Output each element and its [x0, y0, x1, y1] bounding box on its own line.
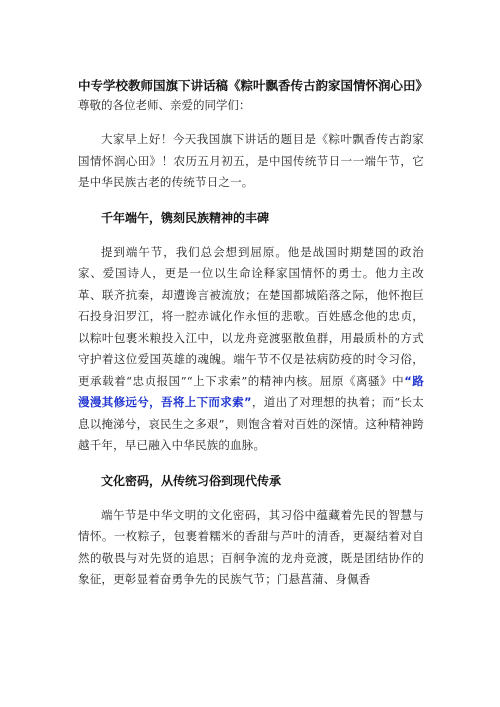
- section-2-paragraph: 端午节是中华文明的文化密码，其习俗中蕴藏着先民的智慧与情怀。一枚粽子，包裹着糯米的香甜与芦叶的清香，更凝结着对自然的敬畏与对先贤的追思；百舸争流的龙舟竞渡，既是团结协作的象征，更彰显着奋勇争先的民族气节；门悬菖蒲、身佩香: [78, 507, 424, 586]
- intro-paragraph: 大家早上好！今天我国旗下讲话的题目是《粽叶飘香传古韵家国情怀润心田》！农历五月初五，是中国传统节日一一端午节，它是中华民族古老的传统节日之一。: [78, 132, 424, 189]
- section-heading-1: 千年端午，镌刻民族精神的丰碑: [101, 210, 270, 225]
- document-body: [78, 76, 429, 591]
- section-heading-2: 文化密码，从传统习俗到现代传承: [101, 473, 282, 488]
- section-1-text-before-quote: 提到端午节，我们总会想到屈原。他是战国时期楚国的政治家、爱国诗人，更是一位以生命诠释家国情怀的勇士。他力主改革、联齐抗秦，却遭谗言被流放；在楚国都城陷落之际，他怀抱巨石投身汨罗江，将一腔赤诚化作永恒的悲歌。百姓感念他的忠贞，以粽叶包裹米粮投入江中，以龙舟竞渡驱散鱼群，用最质朴的方式守护着这位爱国英雄的魂魄。端午节不仅是祛病防疫的时令习俗，更承载着“忠贞报国”“上下求索”的精神内核。屈原《离骚》中: [78, 244, 424, 388]
- document-title: [78, 76, 429, 115]
- section-1-text-after-quote: ，道出了对理想的执着；而“长太息以掩涕兮，哀民生之多艰”，则饱含着对百姓的深情。这种精神跨越千年，早已融入中华民族的血脉。: [78, 395, 424, 452]
- greeting-text: 尊敬的各位老师、亲爱的同学们：: [78, 98, 251, 112]
- section-1-paragraph: [78, 242, 424, 457]
- title-text: 中专学校教师国旗下讲话稿《粽叶飘香传古韵家国情怀润心田》: [78, 78, 429, 93]
- lisao-quote: “路漫漫其修远兮，吾将上下而求索”: [78, 373, 424, 409]
